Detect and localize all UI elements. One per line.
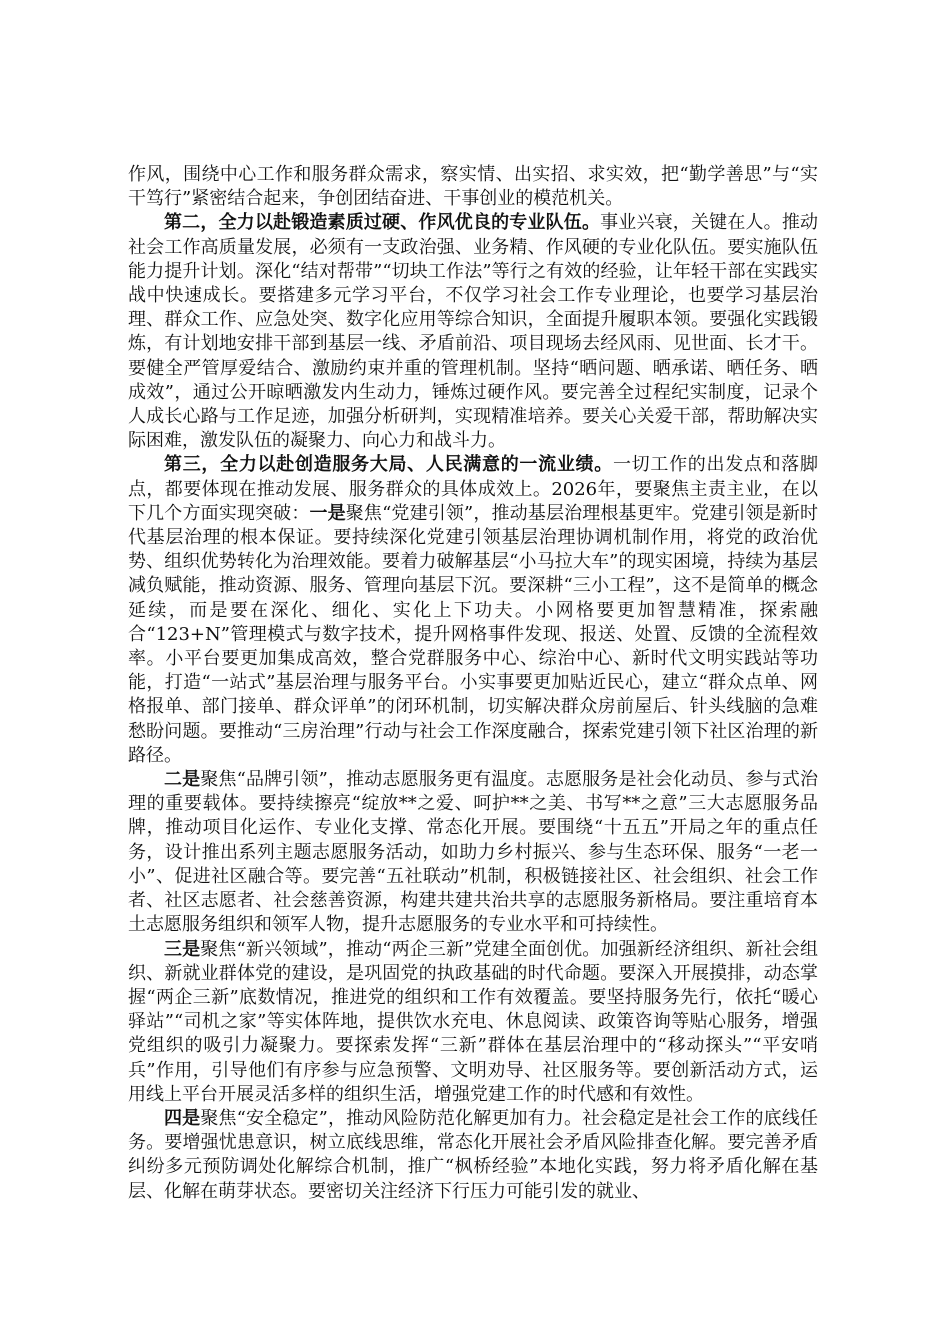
paragraph-second-team <box>128 211 818 453</box>
document-body <box>128 163 818 1204</box>
item-three-label: 三是 <box>164 938 201 960</box>
paragraph-third-performance <box>128 453 818 768</box>
paragraph-heading: 第三，全力以赴创造服务大局、人民满意的一流业绩。 <box>164 454 613 476</box>
item-one-text: 聚焦“党建引领”，推动基层治理根基更牢。党建引领是新时代基层治理的根本保证。要持续深化党建引领基层治理协调机制作用，将党的政治优势、组织优势转化为治理效能。要着力破解基层“小马拉大车”的现实困境，持续为基层减负赋能，推动资源、服务、管理向基层下沉。要深耕“三小工程”，这不是简单的概念延续，而是要在深化、细化、实化上下功夫。小网格要更加智慧精准，探索融合“123+N”管理模式与数字技术，提升网格事件发现、报送、处置、反馈的全流程效率。小平台要更加集成高效，整合党群服务中心、综治中心、新时代文明实践站等功能，打造“一站式”基层治理与服务平台。小实事要更加贴近民心，建立“群众点单、网格报单、部门接单、群众评单”的闭环机制，切实解决群众房前屋后、针头线脑的急难愁盼问题。要推动“三房治理”行动与社会工作深度融合，探索党建引领下社区治理的新路径。 <box>128 502 819 766</box>
paragraph-text: 一切工作的出发点和落脚点，都要体现在推动发展、服务群众的具体成效上。2026年，要聚焦主责主业，在以下几个方面实现突破： <box>128 454 819 524</box>
paragraph-text: 聚焦“品牌引领”，推动志愿服务更有温度。志愿服务是社会化动员、参与式治理的重要载体。要持续擦亮“绽放**之爱、呵护**之美、书写**之意”三大志愿服务品牌，推动项目化运作、专业化支撑、常态化开展。要围绕“十五五”开局之年的重点任务，设计推出系列主题志愿服务活动，如助力乡村振兴、参与生态环保、服务“一老一小”、促进社区融合等。要完善“五社联动”机制，积极链接社区、社会组织、社会工作者、社区志愿者、社会慈善资源，构建共建共治共享的志愿服务新格局。要注重培育本土志愿服务组织和领军人物，提升志愿服务的专业水平和可持续性。 <box>128 769 818 936</box>
item-one-label: 一是 <box>309 502 346 524</box>
item-four-label: 四是 <box>164 1107 201 1129</box>
paragraph-item-two <box>128 768 818 937</box>
paragraph-text: 聚焦“新兴领域”，推动“两企三新”党建全面创优。加强新经济组织、新社会组织、新就业群体党的建设，是巩固党的执政基础的时代命题。要深入开展摸排，动态掌握“两企三新”底数情况，推进党的组织和工作有效覆盖。要坚持服务先行，依托“暖心驿站”“司机之家”等实体阵地，提供饮水充电、休息阅读、政策咨询等贴心服务，增强党组织的吸引力凝聚力。要探索发挥“三新”群体在基层治理中的“移动探头”“平安哨兵”作用，引导他们有序参与应急预警、文明劝导、社区服务等。要创新活动方式，运用线上平台开展灵活多样的组织生活，增强党建工作的时代感和有效性。 <box>128 938 818 1105</box>
paragraph-item-three <box>128 938 818 1107</box>
paragraph-text: 作风，围绕中心工作和服务群众需求，察实情、出实招、求实效，把“勤学善思”与“实干笃行”紧密结合起来，争创团结奋进、干事创业的模范机关。 <box>128 164 818 210</box>
paragraph-heading: 第二，全力以赴锻造素质过硬、作风优良的专业队伍。 <box>164 212 601 234</box>
item-two-label: 二是 <box>164 769 201 791</box>
paragraph-item-four <box>128 1107 818 1204</box>
paragraph-text: 事业兴衰，关键在人。推动社会工作高质量发展，必须有一支政治强、业务精、作风硬的专业化队伍。要实施队伍能力提升计划。深化“结对帮带”“切块工作法”等行之有效的经验，让年轻干部在实践实战中快速成长。要搭建多元学习平台，不仅学习社会工作专业理论，也要学习基层治理、群众工作、应急处突、数字化应用等综合知识，全面提升履职本领。要强化实践锻炼，有计划地安排干部到基层一线、矛盾前沿、项目现场去经风雨、见世面、长才干。要健全严管厚爱结合、激励约束并重的管理机制。坚持“晒问题、晒承诺、晒任务、晒成效”，通过公开晾晒激发内生动力，锤炼过硬作风。要完善全过程纪实制度，记录个人成长心路与工作足迹，加强分析研判，实现精准培养。要关心关爱干部，帮助解决实际困难，激发队伍的凝聚力、向心力和战斗力。 <box>128 212 819 452</box>
paragraph-intro-continuation <box>128 163 818 211</box>
paragraph-text: 聚焦“安全稳定”，推动风险防范化解更加有力。社会稳定是社会工作的底线任务。要增强忧患意识，树立底线思维，常态化开展社会矛盾风险排查化解。要完善矛盾纠纷多元预防调处化解综合机制，推广“枫桥经验”本地化实践，努力将矛盾化解在基层、化解在萌芽状态。要密切关注经济下行压力可能引发的就业、 <box>128 1107 818 1202</box>
